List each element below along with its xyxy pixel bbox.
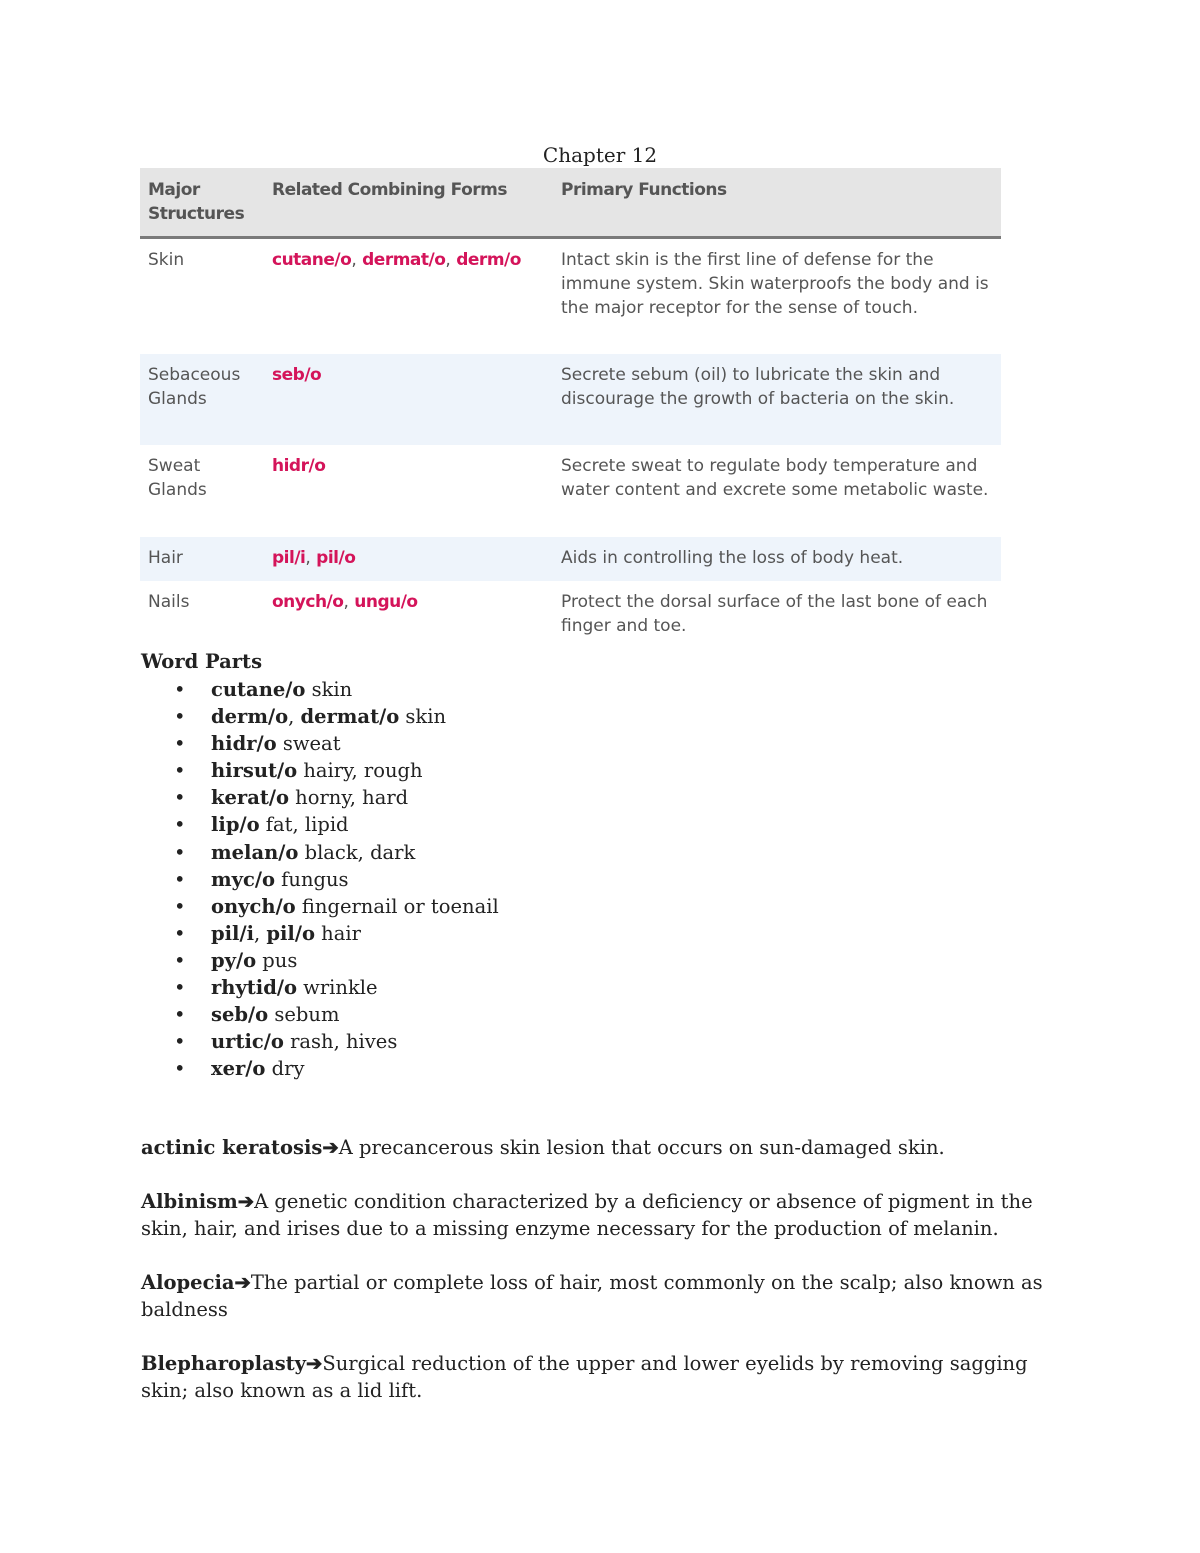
word-part-meaning: skin [305,678,353,701]
combining-form: pil/o [316,547,356,568]
table-row [140,354,1001,445]
word-part-meaning: horny, hard [288,786,409,810]
function-cell: Secrete sweat to regulate body temperature and water content and excrete some metabolic waste. [561,455,989,500]
bullet-icon: • [174,705,186,729]
word-part-meaning: fat, lipid [259,813,349,837]
list-item [141,730,499,757]
combining-form: onych/o [272,591,344,612]
function-cell: Secrete sebum (oil) to lubricate the skin and discourage the growth of bacteria on the skin. [553,354,1001,445]
structure-cell: Nails [148,591,190,612]
list-item [141,811,499,838]
structure-cell: Skin [148,250,185,270]
list-item [141,974,499,1001]
bullet-icon: • [174,678,186,701]
list-item [141,757,499,784]
header-major-structures: Major Structures [140,168,264,238]
table-row [140,445,1001,537]
word-part-meaning: fungus [274,867,349,891]
definitions-section [141,1134,1061,1404]
word-part-meaning: rash, hives [283,1030,398,1054]
header-primary-functions: Primary Functions [553,168,1001,238]
bullet-icon: • [174,894,186,918]
word-part-term: pil/i [211,921,254,945]
word-part-term: hirsut/o [211,759,298,783]
forms-cell: cutane/o, dermat/o, derm/o [272,250,521,270]
bullet-icon: • [174,840,186,864]
arrow-icon: ➔ [306,1352,323,1375]
definition-text: A precancerous skin lesion that occurs on sun-damaged skin. [338,1136,945,1159]
combining-form: dermat/o [362,250,446,270]
word-part-term: cutane/o [211,678,306,701]
bullet-icon: • [174,921,186,945]
definition-entry [141,1188,1061,1242]
word-part-term: melan/o [211,840,299,864]
definition-term: actinic keratosis [141,1136,323,1159]
word-part-meaning: sebum [268,1003,340,1027]
definition-entry [141,1134,1061,1161]
word-part-term: derm/o [211,705,289,729]
word-parts-section [141,648,499,1082]
list-item [141,1055,499,1082]
word-part-meaning: hairy, rough [297,759,423,783]
list-item [141,893,499,920]
function-cell: Protect the dorsal surface of the last bone of each finger and toe. [561,591,988,636]
list-item [141,920,499,947]
list-item [141,839,499,866]
forms-cell: pil/i, pil/o [264,537,553,581]
arrow-icon: ➔ [322,1136,339,1159]
word-part-term: kerat/o [211,786,289,810]
bullet-icon: • [174,732,186,756]
table-header-row [140,168,1001,238]
definition-term: Alopecia [141,1271,235,1294]
table-row [140,537,1001,581]
combining-form: pil/i [272,547,306,568]
word-part-term: hidr/o [211,732,277,756]
combining-form: cutane/o [272,250,352,270]
word-part-term: lip/o [211,813,260,837]
word-part-meaning: hair [314,921,361,945]
definition-term: Albinism [141,1190,238,1213]
arrow-icon: ➔ [234,1271,251,1294]
header-related-combining-forms: Related Combining Forms [264,168,553,238]
word-part-meaning: pus [256,948,298,972]
word-part-meaning: dry [265,1057,305,1081]
word-part-meaning: skin [399,705,447,729]
table-row [140,238,1001,354]
forms-cell [264,354,553,445]
definition-entry [141,1269,1061,1323]
definition-text: The partial or complete loss of hair, most commonly on the scalp; also known as baldness [141,1271,1043,1321]
word-part-term: rhytid/o [211,976,297,1000]
arrow-icon: ➔ [237,1190,255,1213]
definition-entry [141,1350,1061,1404]
word-part-meaning: fingernail or toenail [295,894,499,918]
list-item [141,703,499,730]
table-row [140,581,1001,649]
bullet-icon: • [174,1003,186,1027]
word-part-term: pil/o [266,921,315,945]
combining-form: hidr/o [272,455,326,476]
word-part-term: xer/o [211,1057,266,1081]
combining-form: ungu/o [354,591,418,612]
structure-cell: Sweat Glands [148,455,207,500]
function-cell: Intact skin is the first line of defense for the immune system. Skin waterproofs the body and is the major receptor for the sense of touch. [561,250,989,318]
forms-cell [264,445,553,537]
word-part-meaning: wrinkle [296,976,378,1000]
word-part-term: py/o [211,948,257,972]
list-item [141,866,499,893]
list-item [141,947,499,974]
structure-cell: Sebaceous Glands [140,354,264,445]
list-item [141,676,499,703]
word-part-separator: , [288,705,301,729]
structures-table [140,168,1001,649]
word-part-term: dermat/o [300,705,400,729]
bullet-icon: • [174,948,186,972]
word-parts-heading: Word Parts [141,650,263,673]
bullet-icon: • [174,867,186,891]
word-part-separator: , [253,921,267,945]
word-part-meaning: sweat [276,732,341,756]
forms-cell: onych/o, ungu/o [272,591,418,612]
bullet-icon: • [174,786,186,810]
function-cell: Aids in controlling the loss of body heat. [553,537,1001,581]
bullet-icon: • [174,759,186,783]
list-item [141,784,499,811]
word-part-term: urtic/o [211,1030,284,1054]
word-parts-list [141,676,499,1082]
bullet-icon: • [174,1030,186,1054]
definition-text: Surgical reduction of the upper and lower eyelids by removing sagging skin; also known as a lid lift. [141,1352,1028,1402]
structure-cell: Hair [140,537,264,581]
word-part-term: seb/o [211,1003,269,1027]
word-part-term: onych/o [211,894,296,918]
bullet-icon: • [174,976,186,1000]
list-item [141,1028,499,1055]
word-part-meaning: black, dark [298,840,416,864]
combining-form: seb/o [272,364,322,385]
word-part-term: myc/o [211,867,275,891]
definition-term: Blepharoplasty [141,1352,307,1375]
combining-form: derm/o [456,250,521,270]
page-title: Chapter 12 [542,143,658,167]
list-item [141,1001,499,1028]
bullet-icon: • [174,813,186,837]
bullet-icon: • [174,1057,186,1081]
definition-text: A genetic condition characterized by a deficiency or absence of pigment in the skin, hair, and irises due to a missing enzyme necessary for the production of melanin. [141,1190,1033,1240]
